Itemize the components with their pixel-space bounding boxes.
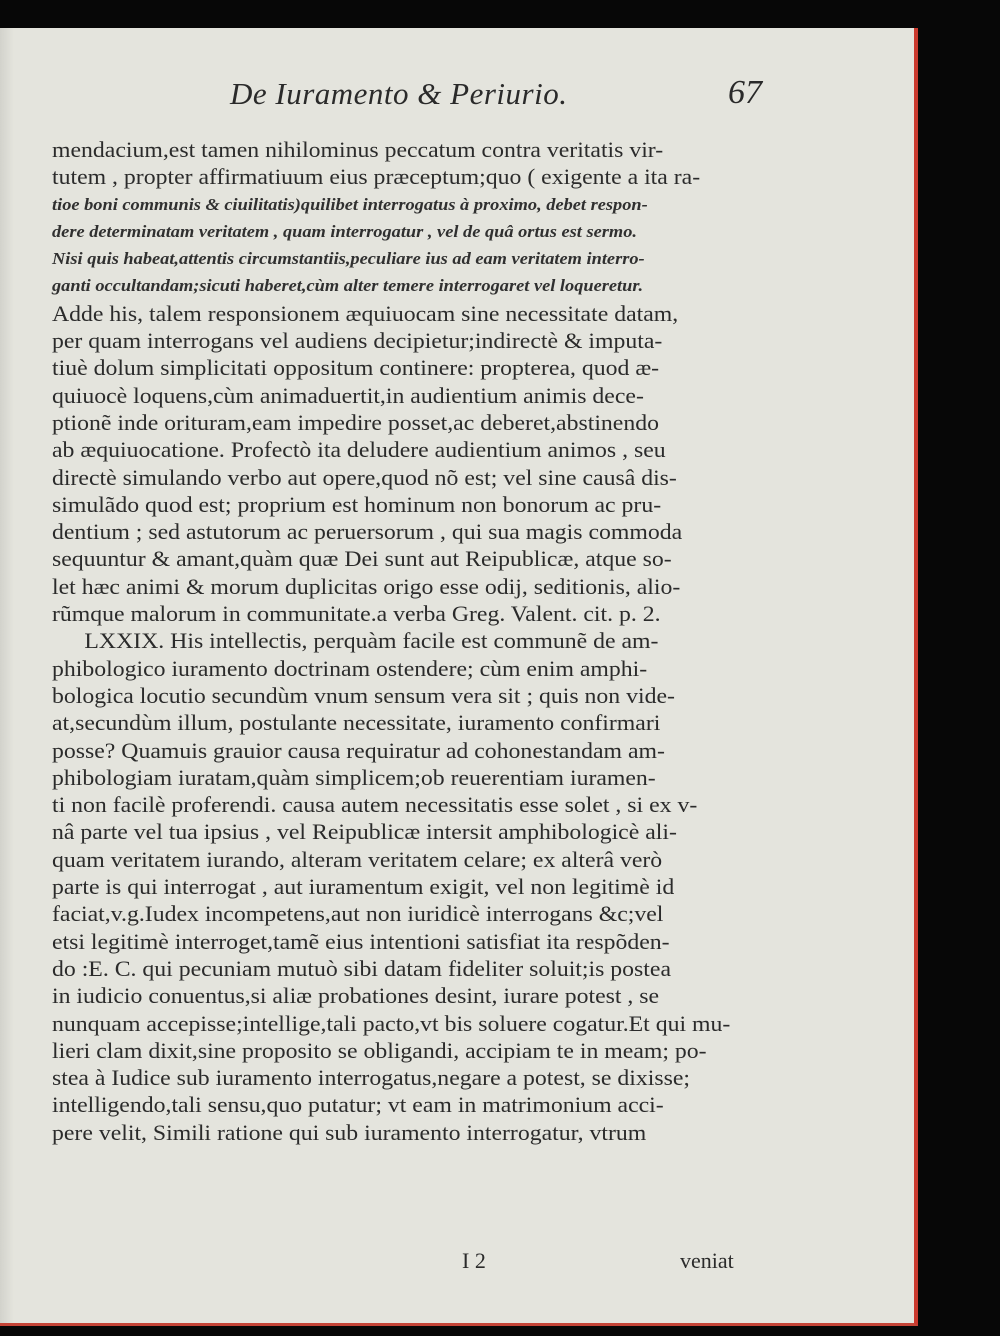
text-line: per quam interrogans vel audiens decipietur;indirectè & imputa- xyxy=(52,328,663,354)
running-title: De Iuramento & Periurio. xyxy=(230,76,568,111)
text-line: let hæc animi & morum duplicitas origo esse odij, seditionis, alio- xyxy=(52,573,681,599)
text-line: ganti occultandam;sicuti haberet,cùm alter temere interrogaret vel loqueretur. xyxy=(52,276,644,296)
text-line: lieri clam dixit,sine proposito se obligandi, accipiam te in meam; po- xyxy=(52,1037,707,1063)
page-number: 67 xyxy=(728,74,762,111)
text-line: mendacium,est tamen nihilominus peccatum contra veritatis vir- xyxy=(52,137,664,162)
text-line: directè simulando verbo aut opere,quod nõ est; vel sine causâ dis- xyxy=(52,464,677,490)
text-line: do :E. C. qui pecuniam mutuò sibi datam fideliter soluit;is postea xyxy=(52,955,671,981)
text-line: at,secundùm illum, postulante necessitate, iuramento confirmari xyxy=(52,710,661,736)
text-line: tiuè dolum simplicitati oppositum continere: propterea, quod æ- xyxy=(52,355,660,381)
text-line: Nisi quis habeat,attentis circumstantiis,peculiare ius ad eam veritatem interro- xyxy=(52,249,645,269)
text-line: etsi legitimè interroget,tamẽ eius intentioni satisfiat ita respõden- xyxy=(52,928,670,954)
text-line: stea à Iudice sub iuramento interrogatus,negare a potest, se dixisse; xyxy=(52,1065,691,1091)
text-line: in iudicio conuentus,si aliæ probationes desint, iurare potest , se xyxy=(52,983,660,1009)
text-line: phibologico iuramento doctrinam ostendere; cùm enim amphi- xyxy=(52,655,648,681)
text-line: pere velit, Simili ratione qui sub iuramento interrogatur, vtrum xyxy=(52,1119,647,1145)
text-line: nunquam accepisse;intellige,tali pacto,vt bis soluere cogatur.Et qui mu- xyxy=(52,1010,731,1036)
text-line: simulãdo quod est; proprium est hominum non bonorum ac pru- xyxy=(52,491,662,517)
signature-mark: I 2 xyxy=(462,1248,486,1273)
text-line: nâ parte vel tua ipsius , vel Reipublicæ intersit amphibologicè ali- xyxy=(52,819,677,845)
text-line: posse? Quamuis grauior causa requiratur ad cohonestandam am- xyxy=(52,737,665,763)
page-gutter-shadow xyxy=(0,28,14,1323)
text-line: dere determinatam veritatem , quam interrogatur , vel de quâ ortus est sermo. xyxy=(52,221,637,241)
text-line: tioe boni communis & ciuilitatis)quilibet interrogatus à proximo, debet respon- xyxy=(52,194,648,214)
text-line: quiuocè loquens,cùm animaduertit,in audientium animis dece- xyxy=(52,382,644,408)
text-line: ti non facilè proferendi. causa autem necessitatis esse solet , si ex v- xyxy=(52,792,698,818)
body-text xyxy=(52,136,772,1146)
text-line: quam veritatem iurando, alteram veritatem celare; ex alterâ verò xyxy=(52,846,663,872)
running-head xyxy=(0,76,914,120)
text-line: faciat,v.g.Iudex incompetens,aut non iuridicè interrogans &c;vel xyxy=(52,901,664,927)
text-line: ab æquiuocatione. Profectò ita deludere audientium animos , seu xyxy=(52,437,666,463)
text-line: phibologiam iuratam,quàm simplicem;ob reuerentiam iuramen- xyxy=(52,764,656,790)
text-line: tutem , propter affirmatiuum eius præceptum;quo ( exigente a ita ra- xyxy=(52,164,701,190)
catchword: veniat xyxy=(680,1248,734,1273)
text-line: dentium ; sed astutorum ac peruersorum , qui sua magis commoda xyxy=(52,519,683,545)
text-line: parte is qui interrogat , aut iuramentum exigit, vel non legitimè id xyxy=(52,874,675,900)
book-page xyxy=(0,28,918,1326)
text-line: sequuntur & amant,quàm quæ Dei sunt aut Reipublicæ, atque so- xyxy=(52,546,672,572)
text-line: Adde his, talem responsionem æquiuocam sine necessitate datam, xyxy=(52,300,679,326)
text-line: bologica locutio secundùm vnum sensum vera sit ; quis non vide- xyxy=(52,682,675,708)
text-line: rũmque malorum in communitate.a verba Greg. Valent. cit. p. 2. xyxy=(52,601,661,627)
text-line: LXXIX. His intellectis, perquàm facile est communẽ de am- xyxy=(84,628,659,654)
text-line: ptionẽ inde orituram,eam impedire posset,ac deberet,abstinendo xyxy=(52,409,659,435)
text-line: intelligendo,tali sensu,quo putatur; vt eam in matrimonium acci- xyxy=(52,1092,664,1118)
